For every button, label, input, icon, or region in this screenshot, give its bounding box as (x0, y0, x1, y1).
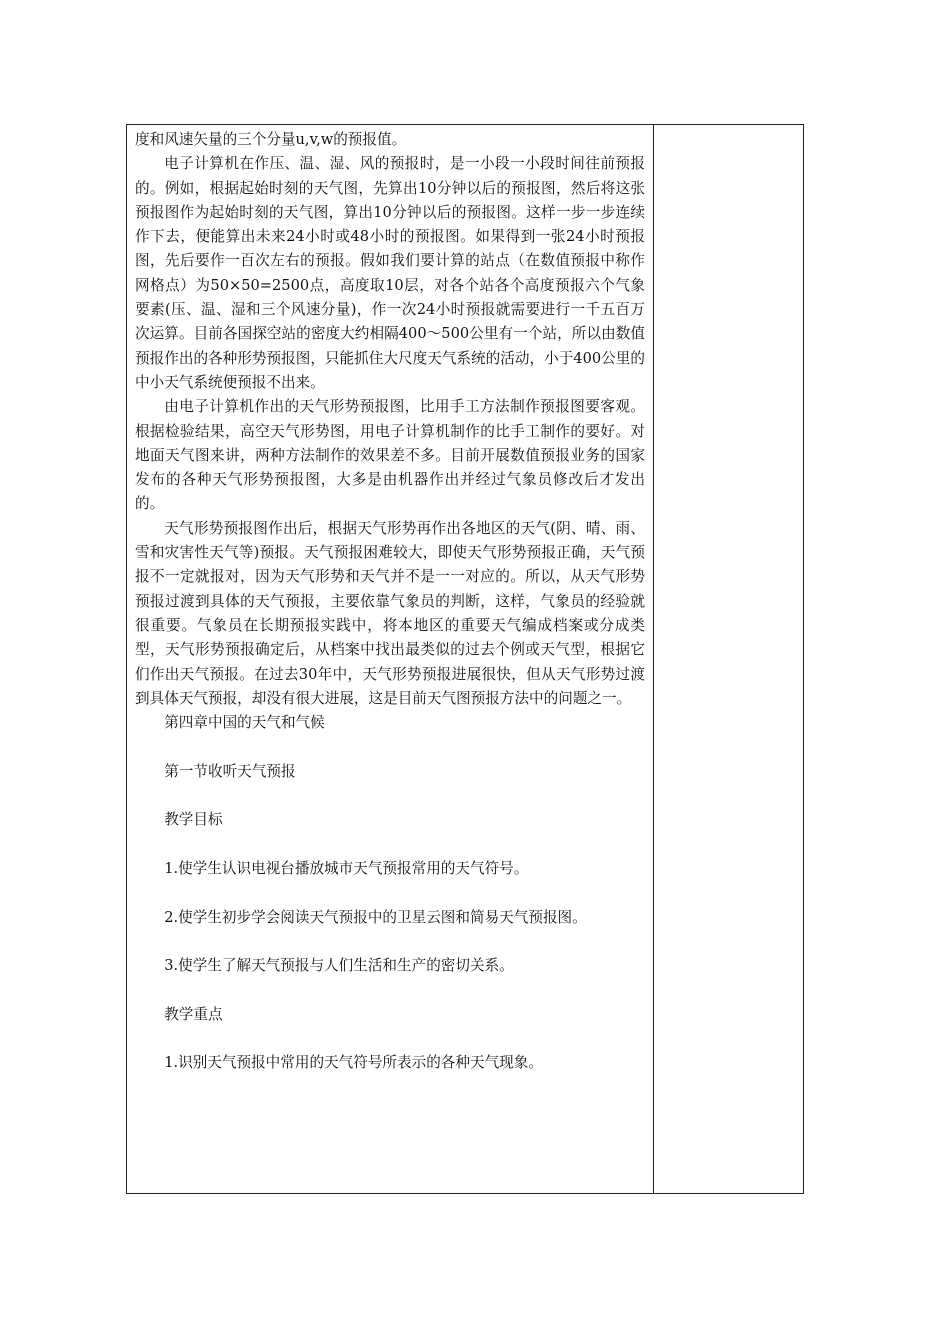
section-heading: 第一节收听天气预报 (164, 762, 296, 780)
paragraph-weather-forecast: 天气形势预报图作出后，根据天气形势再作出各地区的天气(阴、晴、雨、雪和灾害性天气等)预报。天气预报困难较大，即使天气形势预报正确，天气预报不一定就报对，因为天气形势和天气并不是一一对应的。所以，从天气形势预报过渡到具体的天气预报，主要依靠气象员的判断，这样，气象员的经验就很重要。气象员在长期预报实践中，将本地区的重要天气编成档案或分成类型，天气形势预报确定后，从档案中找出最类似的过去个例或天气型，根据它们作出天气预报。在过去30年中，天气形势预报进展很快，但从天气形势过渡到具体天气预报，却没有很大进展，这是目前天气图预报方法中的问题之一。 (135, 519, 645, 707)
focus-item-1: 1.识别天气预报中常用的天气符号所表示的各种天气现象。 (164, 1054, 543, 1072)
goal-item-1: 1.使学生认识电视台播放城市天气预报常用的天气符号。 (164, 859, 529, 877)
paragraph-computer-forecast: 电子计算机在作压、温、湿、风的预报时，是一小段一小段时间往前预报的。例如，根据起始时刻的天气图，先算出10分钟以后的预报图，然后将这张预报图作为起始时刻的天气图，算出10分钟以后的预报图。这样一步一步连续作下去，便能算出未来24小时或48小时的预报图。如果得到一张24小时预报图，先后要作一百次左右的预报。假如我们要计算的站点（在数值预报中称作网格点）为50×50=2500点，高度取10层，对各个站各个高度预报六个气象要素(压、温、湿和三个风速分量)，作一次24小时预报就需要进行一千五百万次运算。目前各国探空站的密度大约相隔400～500公里有一个站，所以由数值预报作出的各种形势预报图，只能抓住大尺度天气系统的活动，小于400公里的中小天气系统便预报不出来。 (135, 155, 645, 391)
paragraph-continuation: 度和风速矢量的三个分量u,v,w的预报值。 (135, 131, 407, 148)
notes-cell (654, 125, 803, 1193)
teaching-goals-heading: 教学目标 (164, 811, 223, 829)
goal-item-3: 3.使学生了解天气预报与人们生活和生产的密切关系。 (164, 957, 514, 975)
chapter-heading: 第四章中国的天气和气候 (164, 714, 325, 732)
goal-item-2: 2.使学生初步学会阅读天气预报中的卫星云图和简易天气预报图。 (164, 908, 587, 926)
paragraph-objective-forecast: 由电子计算机作出的天气形势预报图，比用手工方法制作预报图要客观。根据检验结果，高空天气形势图，用电子计算机制作的比手工制作的要好。对地面天气图来讲，两种方法制作的效果差不多。目前开展数值预报业务的国家发布的各种天气形势预报图，大多是由机器作出并经过气象员修改后才发出的。 (135, 398, 645, 513)
teaching-focus-heading: 教学重点 (164, 1005, 223, 1023)
content-cell (127, 125, 654, 1193)
document-table (126, 124, 804, 1194)
